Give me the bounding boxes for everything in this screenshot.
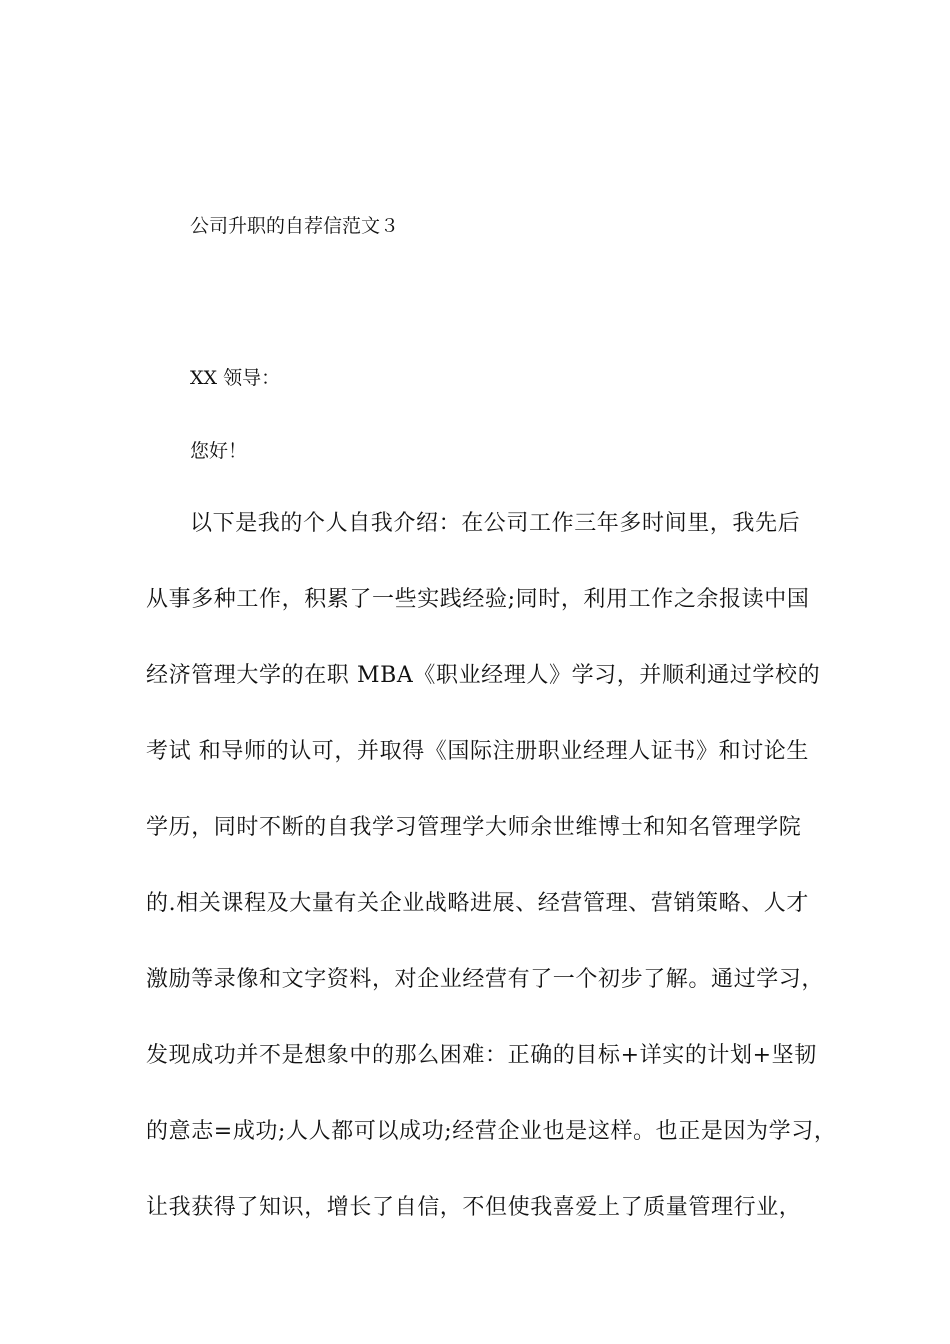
greeting-line: 您好！ bbox=[190, 440, 248, 462]
recipient-line: XX 领导： bbox=[190, 367, 281, 389]
letter-body bbox=[146, 510, 836, 1270]
body-line: 学历，同时不断的自我学习管理学大师余世维博士和知名管理学院 bbox=[146, 815, 802, 840]
body-line: 经济管理大学的在职 MBA《职业经理人》学习，并顺利通过学校的 bbox=[146, 663, 821, 688]
body-line: 考试 和导师的认可，并取得《国际注册职业经理人证书》和讨论生 bbox=[146, 739, 809, 764]
body-line: 激励等录像和文字资料，对企业经营有了一个初步了解。通过学习， bbox=[146, 967, 825, 992]
body-line: 的.相关课程及大量有关企业战略进展、经营管理、营销策略、人才 bbox=[146, 891, 809, 916]
body-line: 从事多种工作，积累了一些实践经验;同时，利用工作之余报读中国 bbox=[146, 587, 810, 612]
body-line: 以下是我的个人自我介绍：在公司工作三年多时间里，我先后 bbox=[190, 511, 801, 536]
body-line: 的意志=成功;人人都可以成功;经营企业也是这样。也正是因为学习， bbox=[146, 1119, 837, 1144]
document-title: 公司升职的自荐信范文３ bbox=[190, 215, 400, 237]
body-line: 发现成功并不是想象中的那么困难：正确的目标+详实的计划+坚韧 bbox=[146, 1043, 817, 1068]
body-line: 让我获得了知识，增长了自信，不但使我喜爱上了质量管理行业， bbox=[146, 1195, 802, 1220]
